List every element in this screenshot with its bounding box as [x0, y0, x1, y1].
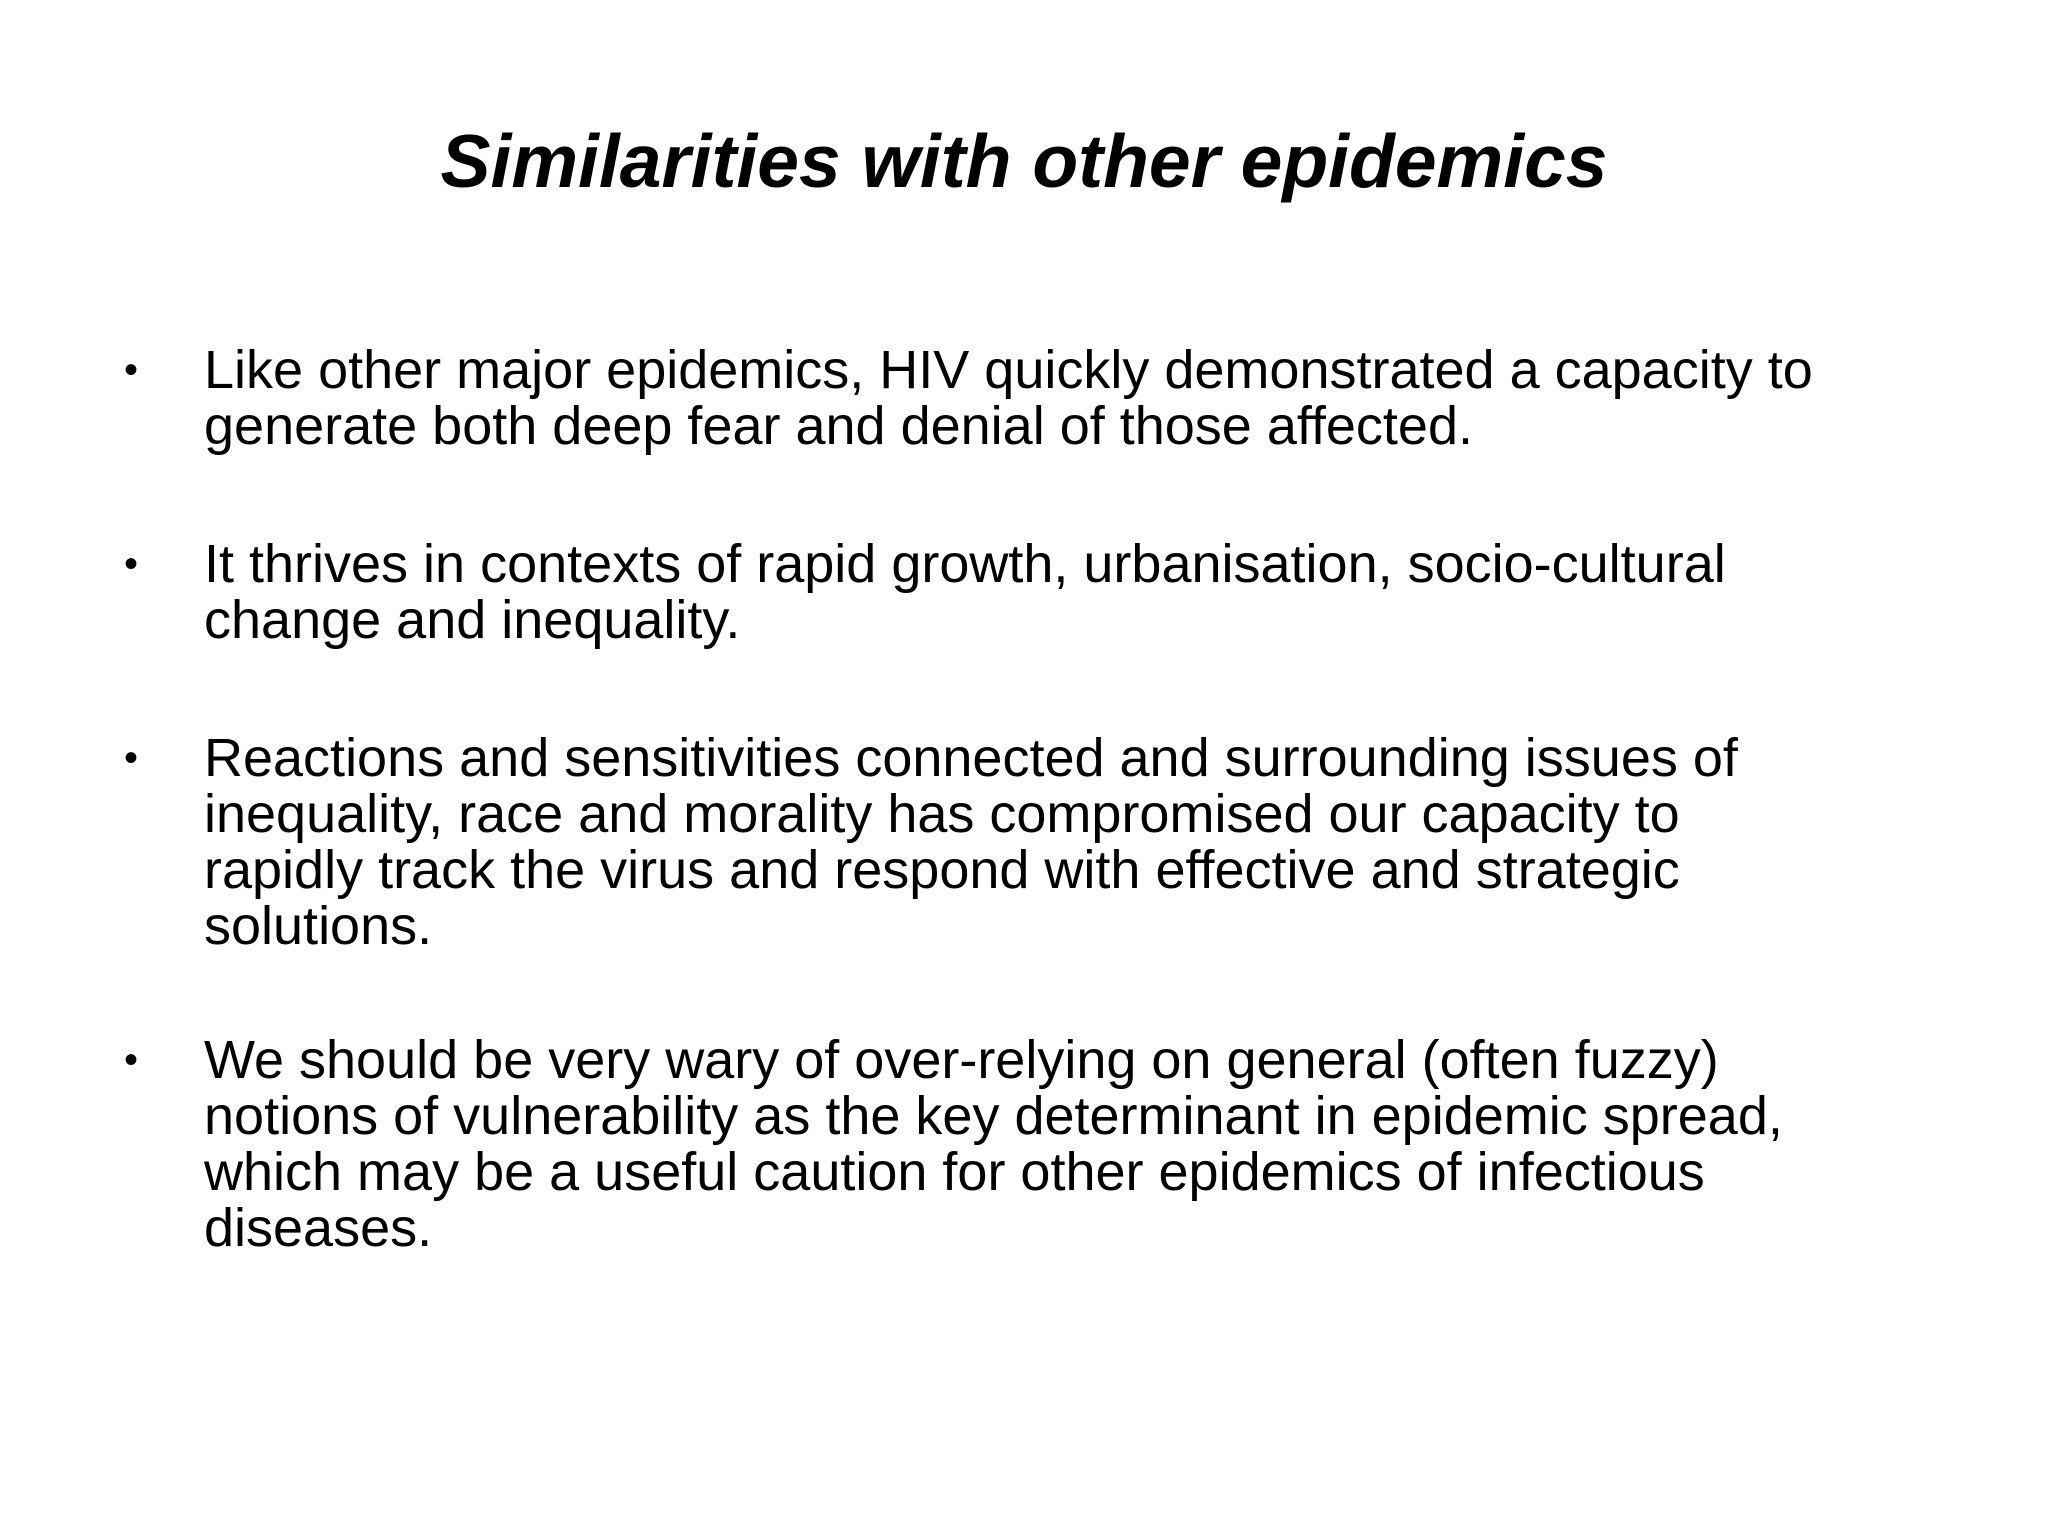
bullet-line: diseases. — [204, 1198, 433, 1258]
bullet-text — [204, 342, 1964, 454]
bullet-text — [204, 730, 1964, 954]
bullet-marker-icon: • — [124, 348, 139, 392]
bullet-line: notions of vulnerability as the key determinant in epidemic spread, — [204, 1086, 1783, 1146]
bullet-line: which may be a useful caution for other epidemics of infectious — [204, 1142, 1705, 1202]
bullet-line: change and inequality. — [204, 590, 741, 650]
bullet-line: generate both deep fear and denial of those affected. — [204, 396, 1473, 456]
bullet-line: inequality, race and morality has compromised our capacity to — [204, 784, 1680, 844]
bullet-marker-icon: • — [124, 1038, 139, 1082]
bullet-line: It thrives in contexts of rapid growth, urbanisation, socio-cultural — [204, 534, 1726, 594]
bullet-line: Like other major epidemics, HIV quickly demonstrated a capacity to — [204, 340, 1813, 400]
bullet-line: Reactions and sensitivities connected and surrounding issues of — [204, 728, 1738, 788]
bullet-line: We should be very wary of over-relying on general (often fuzzy) — [204, 1030, 1719, 1090]
bullet-marker-icon: • — [124, 542, 139, 586]
bullet-line: rapidly track the virus and respond with effective and strategic — [204, 840, 1680, 900]
bullet-marker-icon: • — [124, 736, 139, 780]
bullet-text — [204, 536, 1964, 648]
bullet-text — [204, 1032, 1964, 1256]
bullet-line: solutions. — [204, 896, 433, 956]
slide-title: Similarities with other epidemics — [440, 119, 1608, 203]
